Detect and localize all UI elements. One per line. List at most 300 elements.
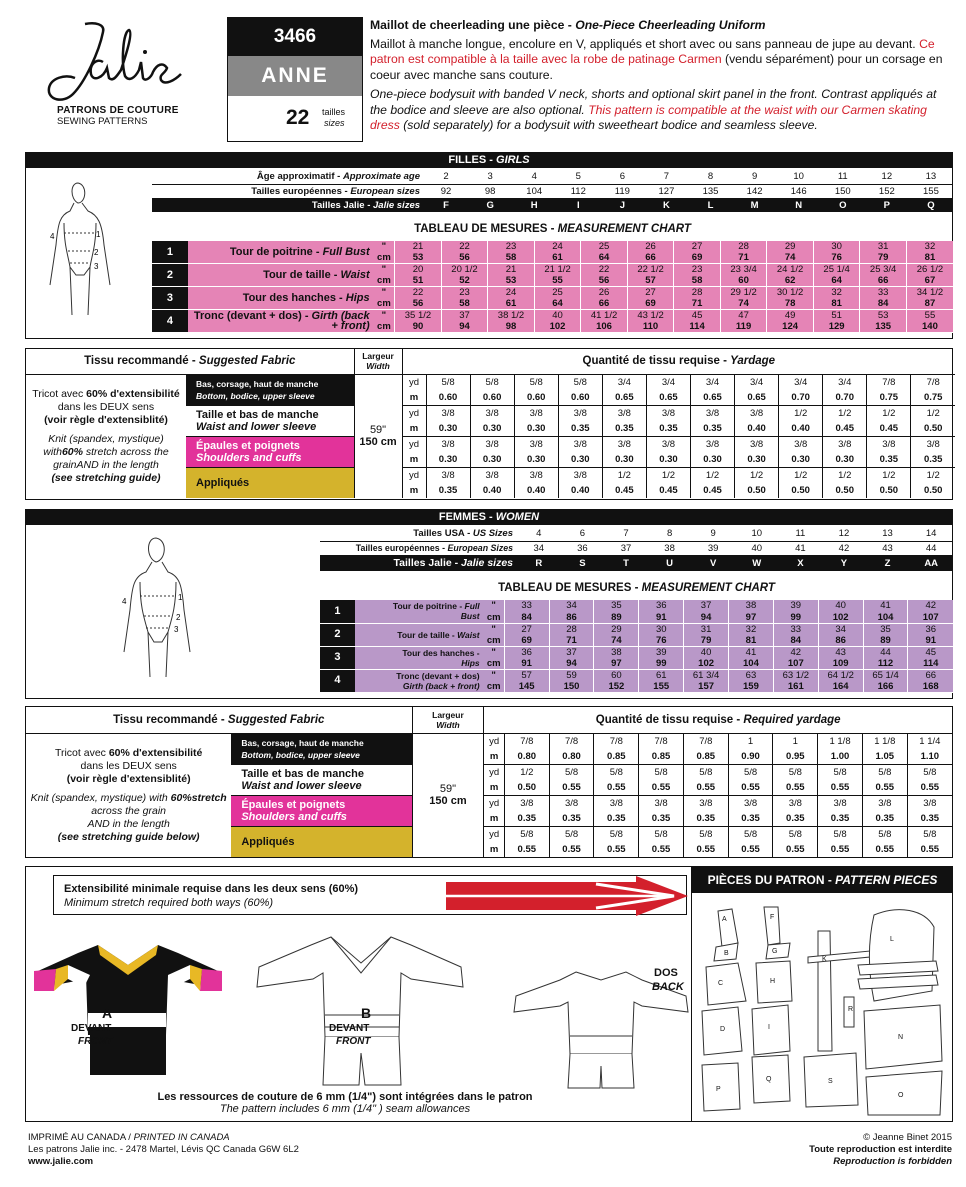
yardage-unit: yd <box>402 436 426 452</box>
yardage-cell: 5/8 <box>594 764 639 780</box>
fabric-header: Tissu recommandé - Suggested Fabric <box>26 707 412 733</box>
measure-cell: 23 <box>441 287 488 299</box>
yardage-cell: 5/8 <box>549 826 594 842</box>
unit-label: " <box>374 287 395 299</box>
measure-cell: 102 <box>684 658 729 670</box>
yardage-unit: yd <box>484 733 505 749</box>
measure-cell: 34 1/2 <box>906 287 953 299</box>
measure-cell: 61 3/4 <box>684 669 729 681</box>
yardage-cell: 0.55 <box>549 842 594 858</box>
yardage-cell: 5/8 <box>907 764 952 780</box>
measure-cell: 28 <box>674 287 721 299</box>
row-number: 4 <box>152 310 188 333</box>
yardage-cell: 0.35 <box>504 811 549 827</box>
yardage-cell: 0.35 <box>907 811 952 827</box>
yardage-cell: 3/8 <box>470 405 514 421</box>
measure-cell: 41 1/2 <box>581 310 628 322</box>
measure-cell: 40 <box>684 646 729 658</box>
yardage-cell: 1/2 <box>690 467 734 483</box>
yardage-cell: 1/2 <box>823 405 867 421</box>
measure-cell: 81 <box>906 252 953 264</box>
measure-cell: 36 <box>908 623 953 635</box>
measure-cell: 129 <box>813 321 860 333</box>
yardage-unit: yd <box>484 795 505 811</box>
yardage-cell: 0.30 <box>558 452 602 468</box>
title-en: One-Piece Cheerleading Uniform <box>575 18 766 32</box>
yardage-cell: 3/8 <box>690 405 734 421</box>
measure-cell: 91 <box>908 635 953 647</box>
measure-cell: 23 3/4 <box>720 264 767 276</box>
measure-cell: 49 <box>767 310 814 322</box>
svg-text:2: 2 <box>176 613 181 622</box>
measure-cell: 145 <box>504 681 549 693</box>
yardage-cell: 0.65 <box>735 390 779 406</box>
desc-fr-red: Ce patron est compatible à la taille avec la robe de patinage Carmen <box>370 36 935 66</box>
measure-cell: 53 <box>395 252 442 264</box>
yardage-cell: 3/8 <box>773 795 818 811</box>
unit-label: cm <box>374 298 395 310</box>
fabric-part: Bas, corsage, haut de manche Bottom, bodice, upper sleeve <box>231 733 412 764</box>
yardage-cell: 0.50 <box>911 483 955 499</box>
measure-cell: 25 <box>534 287 581 299</box>
yardage-cell: 5/8 <box>818 826 863 842</box>
yardage-cell: 0.30 <box>514 421 558 437</box>
women-fabric-section <box>25 706 953 858</box>
measure-cell: 37 <box>684 600 729 612</box>
measure-cell: 71 <box>549 635 594 647</box>
measure-cell: 66 <box>581 298 628 310</box>
stretch-guide <box>53 875 687 915</box>
pattern-number-block <box>227 17 363 142</box>
yardage-cell: 0.35 <box>639 811 684 827</box>
measure-cell: 94 <box>684 612 729 624</box>
svg-text:1: 1 <box>178 593 183 602</box>
measure-cell: 58 <box>674 275 721 287</box>
yardage-cell: 3/8 <box>558 405 602 421</box>
measure-cell: 26 <box>581 287 628 299</box>
svg-text:B: B <box>724 950 729 957</box>
women-measurements <box>320 600 953 693</box>
yardage-cell: 0.45 <box>602 483 646 499</box>
yardage-cell: 0.30 <box>470 421 514 437</box>
fabric-width: 59" 150 cm <box>412 733 484 857</box>
measure-cell: 97 <box>729 612 774 624</box>
fabric-description: Tricot avec 60% d'extensibilité dans les DEUX sens (voir règle d'extensiblité) Knit (spandex, mystique) with60% stretch across the grainAND in the length (see stretching guide) <box>32 387 180 484</box>
svg-text:4: 4 <box>50 232 55 241</box>
yardage-cell: 7/8 <box>504 733 549 749</box>
measure-cell: 157 <box>684 681 729 693</box>
measure-cell: 161 <box>773 681 818 693</box>
yardage-unit: yd <box>484 826 505 842</box>
yardage-cell: 0.50 <box>911 421 955 437</box>
unit-label: cm <box>484 681 505 693</box>
yardage-cell: 3/8 <box>911 436 955 452</box>
yardage-cell: 3/8 <box>426 436 470 452</box>
yardage-cell: 1/2 <box>602 467 646 483</box>
yardage-unit: yd <box>402 467 426 483</box>
footer-web[interactable]: www.jalie.com <box>28 1156 94 1167</box>
measure-cell: 159 <box>729 681 774 693</box>
measure-cell: 55 <box>534 275 581 287</box>
yardage-cell: 1/2 <box>646 467 690 483</box>
svg-text:3: 3 <box>174 625 179 634</box>
row-number: 1 <box>320 600 355 623</box>
measure-cell: 81 <box>813 298 860 310</box>
girls-meas-row <box>152 264 953 276</box>
view-b-devant: DEVANT <box>329 1023 370 1034</box>
measure-cell: 39 <box>639 646 684 658</box>
yardage-cell: 0.55 <box>594 780 639 796</box>
yardage-cell: 3/8 <box>735 436 779 452</box>
yardage-cell: 1.05 <box>862 749 907 765</box>
unit-label: cm <box>374 275 395 287</box>
measure-cell: 87 <box>906 298 953 310</box>
measure-cell: 36 <box>504 646 549 658</box>
yardage-cell: 0.95 <box>773 749 818 765</box>
women-chart-title: TABLEAU DE MESURES - MEASUREMENT CHART <box>498 582 775 594</box>
yardage-cell: 7/8 <box>639 733 684 749</box>
yardage-unit: m <box>489 781 499 793</box>
yardage-cell: 0.55 <box>907 780 952 796</box>
measure-cell: 76 <box>639 635 684 647</box>
measure-cell: 110 <box>627 321 674 333</box>
yardage-cell: 3/8 <box>823 436 867 452</box>
yardage-cell: 7/8 <box>911 374 955 390</box>
fabric-part: Taille et bas de manche Waist and lower sleeve <box>186 405 354 436</box>
measure-cell: 61 <box>534 252 581 264</box>
yardage-cell: 3/4 <box>823 374 867 390</box>
yardage-cell: 5/8 <box>549 764 594 780</box>
measure-cell: 89 <box>594 612 639 624</box>
yardage-cell: 0.35 <box>773 811 818 827</box>
yardage-cell: 0.65 <box>690 390 734 406</box>
measure-cell: 23 <box>488 241 535 252</box>
measure-cell: 51 <box>813 310 860 322</box>
yardage-cell: 1 <box>773 733 818 749</box>
measure-cell: 34 <box>549 600 594 612</box>
svg-text:A: A <box>722 916 727 923</box>
unit-label: " <box>374 310 395 322</box>
measure-cell: 32 <box>729 623 774 635</box>
yardage-cell: 0.55 <box>728 842 773 858</box>
yardage-cell: 5/8 <box>683 764 728 780</box>
measure-cell: 21 <box>395 241 442 252</box>
measure-cell: 71 <box>674 298 721 310</box>
yardage-cell: 5/8 <box>862 764 907 780</box>
yardage-cell: 1/2 <box>911 405 955 421</box>
stretch-arrow-icon <box>446 876 688 916</box>
yardage-cell: 5/8 <box>426 374 470 390</box>
row-number: 1 <box>152 241 188 264</box>
yardage-cell: 0.30 <box>514 452 558 468</box>
yardage-cell: 0.30 <box>602 452 646 468</box>
desc-en-red: This pattern is compatible at the waist with our Carmen skating dress <box>370 102 927 132</box>
measure-cell: 42 <box>773 646 818 658</box>
measure-cell: 44 <box>863 646 908 658</box>
yardage-cell: 3/8 <box>867 436 911 452</box>
girl-figure-icon <box>40 175 130 325</box>
measure-cell: 27 <box>627 287 674 299</box>
girls-measurements <box>152 241 953 333</box>
measure-cell: 58 <box>488 252 535 264</box>
measure-cell: 69 <box>627 298 674 310</box>
measure-cell: 53 <box>860 310 907 322</box>
measure-cell: 94 <box>441 321 488 333</box>
measure-cell: 23 <box>674 264 721 276</box>
measure-cell: 58 <box>441 298 488 310</box>
measure-cell: 94 <box>549 658 594 670</box>
fabric-header: Tissu recommandé - Suggested Fabric <box>26 349 354 374</box>
yardage-unit: m <box>409 453 419 465</box>
measure-cell: 45 <box>674 310 721 322</box>
measure-cell: 31 <box>684 623 729 635</box>
women-meas-row <box>320 623 953 635</box>
svg-text:F: F <box>770 914 775 921</box>
view-b-front: FRONT <box>336 1036 371 1047</box>
pattern-pieces-panel <box>691 867 953 1122</box>
yardage-cell: 0.35 <box>911 452 955 468</box>
measure-cell: 52 <box>441 275 488 287</box>
yardage-cell: 0.50 <box>823 483 867 499</box>
yardage-cell: 0.55 <box>728 780 773 796</box>
yardage-cell: 5/8 <box>862 826 907 842</box>
yardage-unit: yd <box>402 374 426 390</box>
yardage-cell: 1/2 <box>823 467 867 483</box>
measure-cell: 55 <box>906 310 953 322</box>
girls-fabric-section <box>25 348 953 500</box>
measure-cell: 104 <box>863 612 908 624</box>
yardage-cell: 5/8 <box>773 826 818 842</box>
yardage-cell: 3/8 <box>646 405 690 421</box>
measure-cell: 114 <box>908 658 953 670</box>
title-fr: Maillot de cheerleading une pièce - <box>370 18 576 32</box>
yardage-unit: m <box>489 843 499 855</box>
measure-label: Tour de taille - Waist <box>188 264 374 287</box>
measure-cell: 67 <box>906 275 953 287</box>
yardage-cell: 0.80 <box>504 749 549 765</box>
yardage-cell: 7/8 <box>683 733 728 749</box>
measure-cell: 30 <box>639 623 684 635</box>
yardage-cell: 0.35 <box>646 421 690 437</box>
measure-cell: 26 <box>627 241 674 252</box>
measure-cell: 114 <box>674 321 721 333</box>
measure-cell: 155 <box>639 681 684 693</box>
yardage-cell: 3/8 <box>646 436 690 452</box>
girls-size-table: Âge approximatif - Approximate age 2 3 4 5 6 7 8 9 10 11 12 13 Tailles européennes - European sizes 92 98 104 112 119 127 135 142 146 150 152 155 Tailles Jalie - Jalie sizes F G H I J K L M N O P Q <box>152 170 953 212</box>
yardage-cell: 0.30 <box>426 421 470 437</box>
fabric-part: Épaules et poignets Shoulders and cuffs <box>186 436 354 467</box>
girls-chart-title: TABLEAU DE MESURES - MEASUREMENT CHART <box>414 223 691 235</box>
measure-cell: 56 <box>441 252 488 264</box>
yardage-cell: 0.35 <box>867 452 911 468</box>
measure-cell: 28 <box>720 241 767 252</box>
measure-cell: 35 <box>594 600 639 612</box>
measure-cell: 43 <box>818 646 863 658</box>
yardage-cell: 5/8 <box>594 826 639 842</box>
girls-meas-row <box>152 287 953 299</box>
yardage-cell: 3/8 <box>426 467 470 483</box>
row-number: 3 <box>320 646 355 669</box>
yardage-cell: 0.55 <box>683 780 728 796</box>
unit-label: cm <box>374 252 395 264</box>
stretch-fr: Extensibilité minimale requise dans les deux sens (60%) <box>64 883 359 895</box>
women-measurement-table <box>320 600 953 693</box>
yardage-cell: 0.55 <box>862 780 907 796</box>
measure-cell: 43 1/2 <box>627 310 674 322</box>
row-number: 2 <box>320 623 355 646</box>
yardage-cell: 0.60 <box>426 390 470 406</box>
measure-cell: 62 <box>767 275 814 287</box>
measure-cell: 84 <box>860 298 907 310</box>
measure-cell: 69 <box>504 635 549 647</box>
yardage-cell: 3/4 <box>690 374 734 390</box>
pattern-pieces-icon <box>698 901 948 1116</box>
yardage-cell: 7/8 <box>594 733 639 749</box>
view-b-label: B <box>361 1005 372 1021</box>
yardage-cell: 5/8 <box>773 764 818 780</box>
women-section <box>25 509 953 699</box>
measure-cell: 66 <box>627 252 674 264</box>
pattern-pieces-title: PIÈCES DU PATRON - PATTERN PIECES <box>692 867 953 893</box>
measure-cell: 60 <box>720 275 767 287</box>
pattern-name: ANNE <box>228 56 362 96</box>
measure-cell: 22 1/2 <box>627 264 674 276</box>
measure-cell: 64 <box>581 252 628 264</box>
measure-cell: 106 <box>581 321 628 333</box>
measure-cell: 140 <box>906 321 953 333</box>
yardage-cell: 0.85 <box>639 749 684 765</box>
measure-cell: 109 <box>818 658 863 670</box>
yardage-unit: yd <box>484 764 505 780</box>
yardage-cell: 0.75 <box>867 390 911 406</box>
yardage-cell: 0.70 <box>779 390 823 406</box>
women-meas-row <box>320 669 953 681</box>
unit-label: cm <box>484 612 505 624</box>
yardage-cell: 5/8 <box>639 764 684 780</box>
yardage-cell: 0.35 <box>602 421 646 437</box>
yardage-cell: 5/8 <box>504 826 549 842</box>
svg-text:S: S <box>828 1078 833 1085</box>
yardage-cell: 0.50 <box>779 483 823 499</box>
measure-cell: 38 <box>594 646 639 658</box>
yardage-header: Quantité de tissu requise - Required yardage <box>595 713 841 726</box>
yardage-cell: 3/8 <box>514 467 558 483</box>
measure-cell: 90 <box>395 321 442 333</box>
yardage-cell: 3/8 <box>683 795 728 811</box>
measure-cell: 74 <box>720 298 767 310</box>
row-number: 3 <box>152 287 188 310</box>
yardage-cell: 0.65 <box>646 390 690 406</box>
yardage-cell: 0.35 <box>549 811 594 827</box>
svg-text:C: C <box>718 980 724 987</box>
measure-cell: 86 <box>549 612 594 624</box>
measure-cell: 99 <box>773 612 818 624</box>
fabric-part: Bas, corsage, haut de manche Bottom, bodice, upper sleeve <box>186 374 354 405</box>
yardage-cell: 7/8 <box>549 733 594 749</box>
measure-cell: 34 <box>818 623 863 635</box>
measure-cell: 135 <box>860 321 907 333</box>
measure-cell: 91 <box>639 612 684 624</box>
measure-cell: 35 1/2 <box>395 310 442 322</box>
measure-cell: 79 <box>860 252 907 264</box>
yardage-cell: 1 1/4 <box>907 733 952 749</box>
svg-text:3: 3 <box>94 262 99 271</box>
brand-fr: PATRONS DE COUTURE <box>57 105 179 116</box>
fabric-part: Appliqués <box>186 467 354 498</box>
yardage-cell: 0.35 <box>818 811 863 827</box>
measure-cell: 152 <box>594 681 639 693</box>
svg-text:L: L <box>890 936 894 943</box>
stretch-en: Minimum stretch required both ways (60%) <box>64 897 274 909</box>
measure-cell: 56 <box>581 275 628 287</box>
measure-label: Tour de poitrine - Full Bust <box>355 600 484 623</box>
yardage-cell: 1 1/8 <box>818 733 863 749</box>
yardage-cell: 3/8 <box>514 436 558 452</box>
measure-cell: 53 <box>488 275 535 287</box>
yardage-cell: 1/2 <box>867 405 911 421</box>
yardage-cell: 3/8 <box>862 795 907 811</box>
yardage-cell: 0.30 <box>690 452 734 468</box>
girls-section <box>25 152 953 339</box>
description <box>370 18 952 134</box>
yardage-cell: 0.55 <box>818 842 863 858</box>
yardage-cell: 0.55 <box>504 842 549 858</box>
row-number: 2 <box>152 264 188 287</box>
measure-cell: 33 <box>504 600 549 612</box>
measure-cell: 22 <box>395 287 442 299</box>
yardage-cell: 0.35 <box>594 811 639 827</box>
yardage-cell: 3/8 <box>602 405 646 421</box>
brand-en: SEWING PATTERNS <box>57 116 148 127</box>
yardage-cell: 0.50 <box>504 780 549 796</box>
measure-cell: 64 1/2 <box>818 669 863 681</box>
svg-text:G: G <box>772 948 778 955</box>
width-header: Largeur Width <box>354 349 402 374</box>
fabric-part: Appliqués <box>231 826 412 857</box>
measure-cell: 65 1/4 <box>863 669 908 681</box>
yardage-cell: 0.65 <box>602 390 646 406</box>
yardage-cell: 0.35 <box>683 811 728 827</box>
yardage-cell: 0.50 <box>735 483 779 499</box>
yardage-cell: 0.45 <box>823 421 867 437</box>
measure-cell: 102 <box>534 321 581 333</box>
yardage-cell: 3/8 <box>514 405 558 421</box>
measure-cell: 84 <box>504 612 549 624</box>
unit-label: cm <box>484 635 505 647</box>
svg-text:H: H <box>770 978 776 985</box>
measure-cell: 79 <box>684 635 729 647</box>
yardage-cell: 3/8 <box>779 436 823 452</box>
yardage-cell: 3/8 <box>690 436 734 452</box>
measure-cell: 104 <box>729 658 774 670</box>
measure-cell: 40 <box>534 310 581 322</box>
measure-cell: 166 <box>863 681 908 693</box>
yardage-unit: m <box>489 750 499 762</box>
yardage-cell: 0.40 <box>470 483 514 499</box>
measure-cell: 66 <box>860 275 907 287</box>
measure-cell: 30 1/2 <box>767 287 814 299</box>
yardage-cell: 5/8 <box>818 764 863 780</box>
yardage-cell: 5/8 <box>639 826 684 842</box>
measure-cell: 86 <box>818 635 863 647</box>
yardage-cell: 0.45 <box>690 483 734 499</box>
measure-cell: 42 <box>908 600 953 612</box>
yardage-cell: 1/2 <box>504 764 549 780</box>
unit-label: " <box>484 669 505 681</box>
yardage-cell: 0.30 <box>735 452 779 468</box>
measure-cell: 37 <box>441 310 488 322</box>
yardage-cell: 1/2 <box>779 405 823 421</box>
